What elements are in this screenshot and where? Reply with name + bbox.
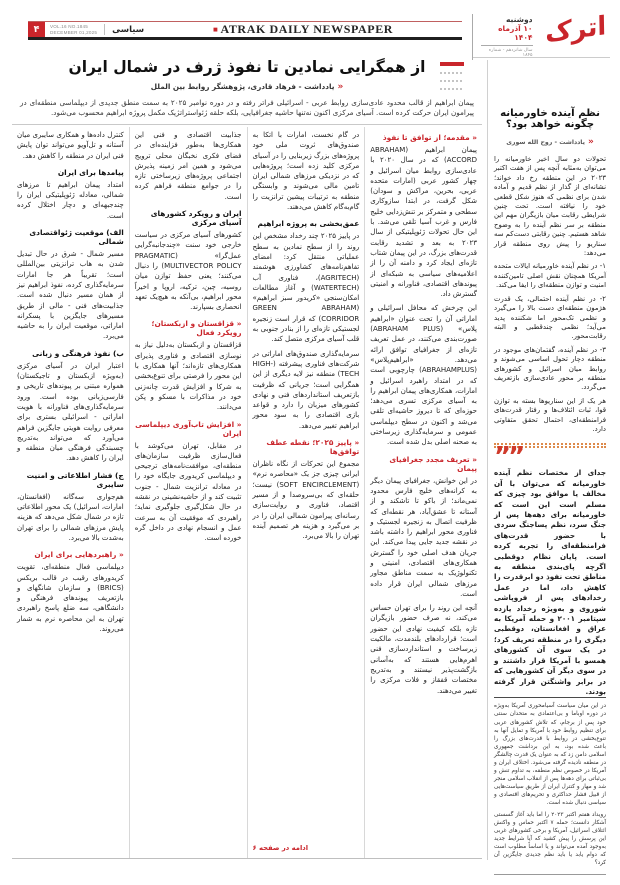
red-chevron-icon: «	[337, 82, 344, 92]
pull-quote-text: جدای از مختصات نظم آینده خاورمیانه که می‌توان با آن مخالف یا موافق بود چیزی که مسلم است این است که خاورمیانه برای دهه‌ها پس از جنگ سرد، نظم پساجنگ سردی با حضور قدرت‌های فرامنطقه‌ای را تجربه کرده است. پایان نظام دوقطبی اگرچه پای‌بندی منطقه به مناطق تحت نفوذ دو ابرقدرت را کاهش داد، اما در عمل رخدادهای پس از فروپاشی شوروی و به‌ویژه رخداد یازده سپتامبر ۲۰۰۱ و حمله آمریکا به عراق و افغانستان، دوقطبی دیگری را در منطقه تعریف کرد؛ در یک سوی آن کشورهای همسو با آمریکا قرار داشتند و در سوی دیگر آن کشورهایی که در برابر واشنگتن قرار گرفته بودند.	[493, 468, 606, 696]
body-paragraph: مسیر شمال - شرق در حال تبدیل شدن به هاب ترانزیتی بین‌المللی است؛ تقریباً هر جا امارات سرمایه‌گذاری کرده، نفوذ ابراهیم نیز از همان مسیر دنبال شده است. جذابیت‌های فنی - مالی از طریق مسیرهای جایگزین با پسکرانه اماراتی، موقعیت ایران را به حاشیه می‌برد.	[17, 250, 124, 341]
main-headline: از همگرایی نمادین تا نفوذ ژرف در شمال ایران	[68, 58, 426, 76]
side-byline-text: یادداشت - روح الله سوری	[506, 139, 585, 146]
red-subheading: « قزاقستان و ازبکستان؛ رویکرد فعال	[151, 319, 242, 338]
horizontal-rule	[12, 124, 482, 125]
bold-subheading: عمق‌بخشی به پروژه ابراهیم	[257, 219, 360, 229]
issue-label: سال شانزدهم - شماره ۱۸۴۵	[488, 48, 533, 58]
bold-subheading: ایران و رویکرد کشورهای آسیای مرکزی	[150, 209, 242, 228]
side-body	[494, 155, 606, 438]
newspaper-logo: اترک	[544, 11, 607, 49]
byline-text: یادداشت - فرهاد قادری، پژوهشگر روابط بین الملل	[150, 82, 335, 91]
quote-icon: ””	[494, 442, 523, 473]
body-paragraph: دیپلماسی فعال منطقه‌ای، تقویت کریدورهای رقیب در قالب بریکس (BRICS) و سازمان شانگهای و بازتعریف پیوندهای فرهنگی و دانشگاهی، سه ضلع پاسخ راهبردی تهران به این محاصره نرم به شمار می‌روند.	[17, 563, 124, 633]
masthead-bullet-icon: ■	[213, 25, 219, 34]
side-paragraph: ۱- در نظم آینده خاورمیانه ایالات متحده آمریکا همچنان نقش اصلی تامین‌کننده امنیت و توازن منطقه‌ای را ایفا می‌کند.	[494, 262, 606, 290]
article-column	[248, 127, 366, 858]
bold-subheading: ج) فشار اطلاعاتی و امنیت سایبری	[26, 470, 124, 489]
weekday-label: دوشنبه	[505, 15, 533, 24]
continued-notice: ادامه در صفحه ۶	[252, 844, 309, 852]
date-block	[472, 14, 539, 60]
followup-paragraph: در این میان سیاست آسیامحوری آمریکا به‌ویژه در دوره اوباما و بی‌اعتمادی به متحدان سنتی خود پس از برجام، که تلاش کشورهای عربی برای تنظیم روابط خود با آمریکا و تمایل آنها به تنوع‌بخشی در روابط با قدرت‌های بزرگ را باعث شده بود، به این برداشت جمهوری اسلامی دامن زد که به عنوان یک قدرت چالشگر در منطقه نادیده گرفته می‌شود. اختلاف ایران و آمریکا در خصوص نظم منطقه، به تداوم تنش و بی‌ثباتی برای دهه‌ها پس از انقلاب اسلامی منجر شد و مهار و کنترل ایران از طریق سیاست‌هایی از قبیل فشار حداکثری و تحریم‌های اقتصادی و سیاسی دنبال شده است.	[494, 703, 606, 807]
body-paragraph: کشورهای آسیای مرکزی در سیاست خارجی خود سنت «چندجانبه‌گرایی عمل‌گرا» (PRAGMATIC MULTIVECTOR POLICY) را دنبال می‌کنند؛ یعنی حفظ توازن میان روسیه، چین، ترکیه، اروپا و اخیراً محور ابراهیم، بی‌آنکه به هیچ‌یک تعهد انحصاری بسپارند.	[134, 231, 242, 312]
body-paragraph: در پاییز ۲۰۲۵ چند رخداد مشخص این روند را از سطح نمادین به سطح عملیاتی منتقل کرد: امضای تفاهم‌نامه‌های کشاورزی هوشمند (AGRITECH)، فناوری آب (WATERTECH) و آغاز مطالعات امکان‌سنجی «کریدور سبز ابراهیم» (GREEN ABRAHAM CORRIDOR) که قرار است زنجیره لجستیکی تازه‌ای را از بنادر جنوبی به قلب آسیای مرکزی متصل کند.	[252, 232, 360, 344]
header-divider	[104, 24, 105, 35]
column-divider	[487, 60, 488, 860]
main-byline	[12, 82, 482, 92]
persian-date: ۱۰ آذرماه ۱۴۰۴	[481, 24, 533, 46]
body-paragraph: مجموع این تحرکات از نگاه ناظران ایرانی چیزی جز یک «محاصره نرم» (SOFT ENCIRCLEMENT) نیست؛ حلقه‌ای که بی‌سروصدا و از مسیر اقتصاد، فناوری و روایت‌سازی رسانه‌ای پیرامون شمالی ایران را در بر می‌گیرد و هزینه هر تصمیم آینده تهران را بالا می‌برد.	[252, 460, 360, 541]
red-subheading: « تعریف مجدد جغرافیای پیمان	[389, 454, 477, 473]
red-subheading: « مقدمه؛ از توافق تا نفوذ	[382, 133, 477, 142]
article-columns	[12, 127, 482, 859]
masthead-text: ATRAK DAILY NEWSPAPER	[220, 22, 394, 36]
page-number-badge: ۴	[28, 22, 45, 37]
followup-paragraph: رویداد هفتم اکتبر ۲۰۲۳ را اما باید آغاز گسستی آشکار دانست؛ حمله ۷ اکتبر حماس و واکنش ائتلاف اسرائیل، آمریکا و برخی کشورهای غربی این پرسش را پیش کشید که آیا شرایط جدید به‌وجود آمده می‌تواند و یا اساساً مطلوب است که دوام یابد یا باید نظم جدیدی جایگزین آن کرد؟	[494, 811, 606, 867]
side-paragraph: هر یک از این سناریوها بسته به توازن قوا، ثبات ائتلاف‌ها و رفتار قدرت‌های فرامنطقه‌ای، احتمال تحقق متفاوتی دارد.	[494, 396, 606, 433]
body-paragraph: در مقابل، تهران می‌کوشد با فعال‌سازی ظرفیت سازمان‌های منطقه‌ای، موافقت‌نامه‌های ترجیحی و دیپلماسی کریدوری جایگاه خود را در معادله ترانزیت شمال - جنوب تثبیت کند و از حاشیه‌نشینی در نقشه در حال شکل‌گیری جلوگیری نماید؛ راهبردی که موفقیت آن به سرعت عمل و انسجام نهادی در داخل گره خورده است.	[134, 441, 242, 543]
side-paragraph: تحولات دو سال اخیر خاورمیانه را می‌توان به‌مثابه آنچه پس از هفت اکتبر ۲۰۲۳ در این منطقه رخ داد خواند؛ نشانه‌ای از گذار از نظم قدیم و آماده شدن برای نظمی که هنوز شکل قطعی خود را نیافته است. تحت چنین شرایطی رقابت میان بازیگران مهم این منطقه بر سر نظم آینده را به وضوح شاهد هستیم. چنین رقابتی دست‌کم سه سناریو را پیش روی منطقه قرار می‌دهد:	[494, 155, 606, 258]
body-paragraph: امتداد پیمان ابراهیم تا مرزهای شمالی، معادله ژئوپلیتیکی ایران را چندجبهه‌ای و دچار اختلال کرده است.	[17, 180, 124, 220]
body-paragraph: اعتبار ایران در آسیای مرکزی (به‌ویژه ازبکستان و تاجیکستان) همواره مبتنی بر پیوندهای تاریخی و فارسی‌زبانی بوده است. ورود سرمایه‌گذاری‌های فناورانه با هویت اماراتی - اسرائیلی بستری برای معرفی روایت هویتی جایگزین فراهم می‌آورد که می‌تواند به‌تدریج چسبندگی فرهنگی میان منطقه و ایران را کاهش دهد.	[17, 361, 124, 463]
main-article	[12, 56, 482, 859]
date-line: DECEMBER 01,2025	[50, 29, 98, 35]
body-paragraph: پیمان ابراهیم (ABRAHAM ACCORD) که در سال ۲۰۲۰ با عادی‌سازی روابط میان اسرائیل و چهار کشور عربی (امارات متحده عربی، بحرین، مراکش و سودان) شکل گرفت، در ابتدا سازوکاری سطحی و متمرکز بر تنش‌زدایی خلیج فارس و غرب آسیا تلقی می‌شد. با این حال تحولات ژئوپلیتیکی از سال ۲۰۲۳ به بعد و تشدید رقابت قدرت‌های بزرگ، در این پیمان شتاب تازه‌ای ایجاد کرد و دامنه آن را از اعلامیه‌های سیاسی به شبکه‌ای از پیوندهای اقتصادی، فناورانه و امنیتی گسترش داد.	[370, 146, 477, 299]
lead-paragraph: پیمان ابراهیم از قالب محدود عادی‌سازی روابط عربی - اسرائیلی فراتر رفته و در دوره نوامبر ۲۰۲۵ به سمت منطق جدیدی از دیپلماسی منطقه‌ای در پیرامون ایران حرکت کرده است. آسیای مرکزی اکنون نه‌تنها حاشیه جغرافیایی، بلکه حلقه ژئواستراتژیک مکمل پروژه ابراهیم محسوب می‌شود.	[20, 98, 474, 117]
side-paragraph: ۳- در نظم آینده، گفتمان‌های موجود در منطقه دچار تحول اساسی می‌شوند و روابط میان اسرائیل و کشورهای منطقه بر محور عادی‌سازی بازتعریف می‌گردد.	[494, 345, 606, 392]
body-paragraph: آنچه این روند را برای تهران حساس می‌کند، نه صرف حضور بازیگران تازه بلکه کیفیت نهادی این حضور است؛ قراردادهای بلندمدت، مالکیت زیرساخت و استانداردسازی فنی اهرم‌هایی هستند که به‌آسانی بازگشت‌پذیر نیستند و به‌تدریج مختصات قفقاز و فلات مرکزی را تغییر می‌دهند.	[370, 604, 477, 695]
volume-line: VOL.16 NO.1845	[50, 23, 89, 29]
side-headline: نظم آینده خاورمیانه چگونه خواهد بود؟	[500, 108, 600, 130]
body-paragraph: سرمایه‌گذاری صندوق‌های اماراتی در شرکت‌های فناوری پیشرفته (HIGH-TECH) منطقه نیز لایه دیگری از این همگرایی است؛ جریانی که ظرفیت بازتعریف استانداردهای فنی و نهادی کشورهای میزبان را دارد و قواعد بازی اقتصادی را به سود محور ابراهیم تغییر می‌دهد.	[252, 349, 360, 430]
red-subheading: « افزایش تاب‌آوری دیپلماسی ایران	[135, 419, 242, 438]
side-byline	[494, 137, 606, 147]
section-label: سیاسی	[112, 24, 145, 35]
red-chevron-icon: «	[587, 137, 594, 147]
body-paragraph: در گام نخست، امارات با اتکا به صندوق‌های ثروت ملی خود پروژه‌های بزرگ زیربنایی را در آسیای مرکزی کلید زده است؛ پروژه‌هایی که در نزدیکی مرزهای شمالی ایران تامین مالی می‌شوند و وابستگی منطقه به ترتیبات پیشین ترانزیت را گام‌به‌گام کاهش می‌دهند.	[252, 131, 360, 212]
red-subheading: « راهبردهایی برای ایران	[34, 550, 124, 560]
body-paragraph: در این خوانش، جغرافیای پیمان دیگر به کرانه‌های خلیج فارس محدود نمی‌ماند؛ از باکو تا تاشکند و از آستانه تا عشق‌آباد، هر نقطه‌ای که ظرفیت اتصال به زنجیره لجستیک و فناوری محور ابراهیم را داشته باشد در نقشه جدید جایی پیدا می‌کند. این جریان هدف اصلی خود را گسترش همکاری‌های اقتصادی، امنیتی و تکنولوژیک به سمت مناطق مجاور مرزهای شمالی ایران قرار داده است.	[370, 476, 477, 598]
body-paragraph: هم‌جواری سه‌گانه (افغانستان، امارات، اسرائیل) یک محور اطلاعاتی تازه در شمال شکل می‌دهد که هزینه پایش مرزهای شمالی را برای تهران به‌شدت بالا می‌برد.	[17, 492, 124, 542]
body-paragraph: جذابیت اقتصادی و فنی این همکاری‌ها به‌طور فزاینده‌ای در فضای فکری نخبگان محلی ترویج می‌شود و همین امر زمینه پذیرش اجتماعی پروژه‌های زیرساختی تازه را در جوامع منطقه فراهم کرده است.	[134, 131, 242, 201]
body-paragraph: این چرخش که محافل اسرائیلی و اماراتی آن را تحت عنوان «ابراهیم پلاس» (ABRAHAM PLUS) صورت‌بندی می‌کنند، در عمل تعریف تازه‌ای از جغرافیای توافق ارائه می‌دهد. «ابراهیم‌پلاس» (ABRAHAMPLUS) چارچوبی است که در امتداد راهبرد اسرائیل و امارات، همکاری‌های پیمان ابراهیم را به آسیای مرکزی تسری می‌دهد؛ حوزه‌ای که تا دیروز حاشیه‌ای تلقی می‌شد و اکنون در سطح دیپلماسی عمومی و سرمایه‌گذاری زیرساختی به صحنه اصلی بدل شده است.	[370, 304, 477, 447]
body-paragraph: کنترل داده‌ها و همکاری سایبری میان آستانه و تل‌آویو می‌تواند توان پایش فنی ایران در منطقه را کاهش دهد.	[17, 131, 124, 160]
body-paragraph: قزاقستان و ازبکستان به‌دلیل نیاز به نوسازی اقتصادی و فناوری پذیرای همکاری‌های تازه‌اند؛ آنها همکاری با این محور را فرصتی برای تنوع‌بخشی به شرکا و افزایش قدرت چانه‌زنی خود در مذاکرات با مسکو و پکن می‌دانند.	[134, 341, 242, 412]
bold-subheading: ب) نفوذ فرهنگی و زبانی	[32, 348, 124, 358]
article-column	[365, 127, 482, 858]
side-paragraph: ۲- در نظم آینده احتمالی، یک قدرت هژمون منطقه‌ای دست بالا را می‌گیرد و نظمی تک‌محور اما شکننده پدید می‌آید؛ نظمی چندقطبی و البته رقابت‌محور.	[494, 294, 606, 341]
masthead-band	[28, 21, 462, 40]
masthead-title	[144, 22, 462, 37]
volume-info	[50, 24, 97, 35]
article-column	[12, 127, 130, 858]
red-subheading: « پاییز ۲۰۲۵؛ نقطه عطف توافق‌ها	[266, 438, 360, 457]
logo-block	[472, 10, 610, 58]
bold-subheading: پیامدها برای ایران	[57, 167, 124, 177]
side-article	[494, 60, 606, 866]
followup-block	[494, 697, 606, 875]
bold-subheading: الف) موقعیت ژئواقتصادی شمالی	[29, 228, 124, 247]
article-column	[130, 127, 248, 858]
pull-quote	[494, 443, 606, 697]
